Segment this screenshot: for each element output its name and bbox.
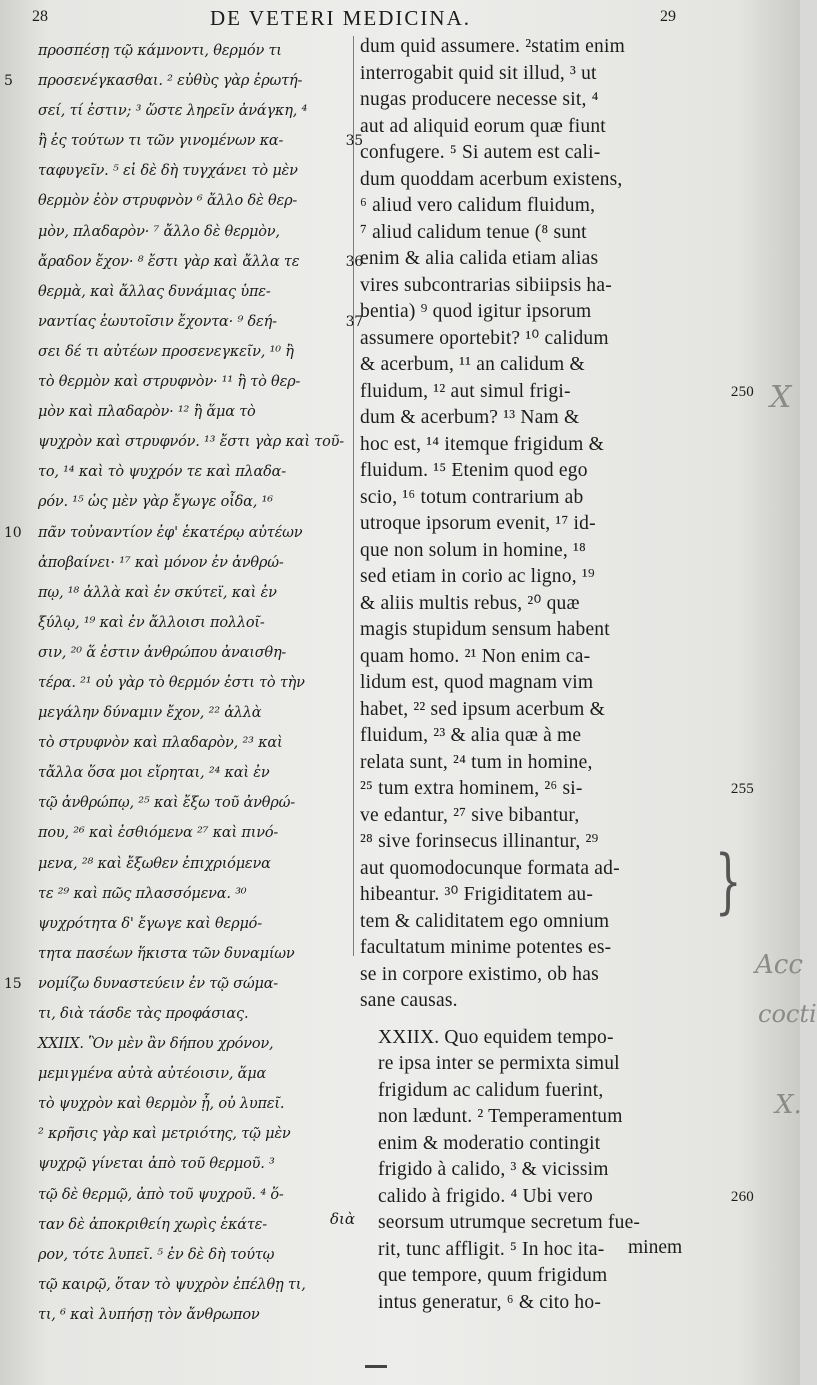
line-text: ⁷ aliud calidum tenue (⁸ sunt — [360, 221, 587, 243]
margin-x-mark: X — [770, 380, 792, 415]
line-number: 15 — [4, 975, 22, 992]
line-text: τε ²⁹ καὶ πῶς πλασσόμενα. ³⁰ — [38, 885, 247, 902]
text-line — [356, 1290, 712, 1317]
line-text: θερμὸν ἐὸν στρυφνὸν ⁶ ἄλλο δὲ θερ- — [38, 193, 298, 210]
greek-text-column — [4, 36, 363, 1330]
text-line — [356, 1157, 712, 1184]
text-line — [18, 397, 363, 427]
marginal-number: 255 — [730, 781, 754, 797]
line-text: σιν, ²⁰ ἅ ἐστιν ἀνθρώπου ἀναισθη- — [38, 644, 287, 661]
text-line — [356, 697, 712, 724]
text-line — [18, 1180, 363, 1210]
line-text: τῷ ἀνθρώπῳ, ²⁵ καὶ ἔξω τοῦ ἀνθρώ- — [38, 795, 295, 812]
line-text: aut ad aliquid eorum quæ fiunt — [360, 115, 606, 137]
line-text: sed etiam in corio ac ligno, ¹⁹ — [360, 566, 595, 587]
text-line — [18, 427, 363, 457]
text-line — [356, 1025, 712, 1052]
text-line — [4, 969, 363, 999]
text-line — [4, 518, 363, 548]
margin-handwritten-note: Acc — [755, 950, 803, 980]
text-line — [18, 879, 363, 909]
text-line — [18, 457, 363, 487]
text-line — [4, 66, 363, 96]
text-line — [356, 1184, 754, 1211]
marginal-number: 35 — [345, 133, 363, 150]
text-line — [18, 999, 363, 1029]
line-text: hibeantur. ³⁰ Frigiditatem au- — [360, 884, 594, 905]
text-line — [18, 608, 363, 638]
line-text: XXIIX. Ὃν μὲν ἂν δήπου χρόνον, — [38, 1036, 274, 1053]
line-text: μενα, ²⁸ καὶ ἔξωθεν ἐπιχριόμενα — [38, 855, 271, 872]
text-line — [356, 458, 712, 485]
text-line — [356, 962, 712, 989]
line-text: seorsum utrumque secretum fue- — [378, 1212, 641, 1233]
text-line — [356, 61, 712, 88]
text-line — [18, 728, 363, 758]
line-text: τέρα. ²¹ οὐ γὰρ τὸ θερμόν ἐστι τὸ τὴν — [38, 674, 305, 691]
text-line — [356, 167, 712, 194]
line-text: & acerbum, ¹¹ an calidum & — [360, 354, 585, 375]
text-line — [18, 337, 363, 367]
line-text: re ipsa inter se permixta simul — [378, 1053, 620, 1074]
text-line — [18, 1300, 363, 1330]
line-text: scio, ¹⁶ totum contrarium ab — [360, 486, 584, 508]
line-text: τητα πασέων ἥκιστα τῶν δυναμίων — [38, 945, 295, 962]
line-text: ταφυγεῖν. ⁵ εἰ δὲ δὴ τυγχάνει τὸ μὲν — [38, 163, 298, 180]
text-line — [18, 939, 363, 969]
line-text: ²⁵ tum extra hominem, ²⁶ si- — [360, 778, 583, 799]
line-text: σεί, τί ἐστιν; ³ ὥστε ληρεῖν ἀνάγκη, ⁴ — [38, 103, 308, 120]
text-line — [356, 87, 712, 114]
text-line — [18, 1149, 363, 1179]
text-line — [356, 246, 712, 273]
line-text: ναντίας ἑωυτοῖσιν ἔχοντα· ⁹ δεή- — [38, 313, 277, 330]
text-line — [18, 1210, 363, 1240]
line-text: θερμὰ, καὶ ἄλλας δυνάμιας ὑπε- — [38, 283, 271, 300]
text-line — [356, 352, 712, 379]
line-text: fluidum, ²³ & alia quæ à me — [360, 725, 582, 746]
text-line — [18, 548, 363, 578]
text-line — [356, 140, 712, 167]
line-text: dum quoddam acerbum existens, — [360, 168, 623, 190]
line-text: que non solum in homine, ¹⁸ — [360, 539, 587, 561]
right-page-number: 29 — [660, 8, 676, 25]
text-line — [356, 511, 712, 538]
line-text: προσενέγκασθαι. ² εὐθὺς γὰρ ἐρωτή- — [38, 73, 303, 90]
text-line — [18, 668, 363, 698]
text-line — [356, 1210, 712, 1237]
text-line — [18, 788, 363, 818]
line-text: fluidum, ¹² aut simul frigi- — [360, 380, 571, 402]
line-text: ἄραδον ἔχον· ⁸ ἔστι γὰρ καὶ ἄλλα τε — [38, 253, 300, 270]
line-text: μεμιγμένα αὐτὰ αὐτέοισιν, ἅμα — [38, 1066, 267, 1083]
left-page-number: 28 — [32, 8, 48, 25]
margin-handwritten-note: cocti — [758, 1000, 817, 1028]
text-line — [18, 156, 363, 186]
text-line — [356, 856, 712, 883]
text-line — [356, 644, 712, 671]
line-text: & aliis multis rebus, ²⁰ quæ — [360, 592, 580, 614]
line-text: relata sunt, ²⁴ tum in homine, — [360, 751, 593, 773]
margin-x-mark: X. — [775, 1090, 802, 1120]
line-text: ⁶ aliud vero calidum fluidum, — [360, 195, 596, 216]
text-line — [18, 638, 363, 668]
text-line — [356, 538, 712, 565]
text-line — [356, 776, 754, 803]
text-line — [356, 882, 712, 909]
text-line — [356, 432, 712, 459]
text-line — [356, 1078, 712, 1105]
latin-catchword: minem — [628, 1237, 683, 1258]
line-number: 5 — [4, 73, 13, 90]
line-text: se in corpore existimo, ob has — [360, 963, 599, 985]
line-text: τἄλλα ὅσα μοι εἴρηται, ²⁴ καὶ ἐν — [38, 765, 270, 782]
text-line — [356, 299, 712, 326]
marginal-number: 36 — [345, 253, 363, 270]
line-text: magis stupidum sensum habent — [360, 619, 610, 640]
line-text: confugere. ⁵ Si autem est cali- — [360, 142, 601, 163]
text-line — [356, 591, 712, 618]
line-text: calido à frigido. ⁴ Ubi vero — [378, 1185, 593, 1207]
line-text: dum quid assumere. ²statim enim — [360, 36, 625, 57]
line-text: habet, ²² sed ipsum acerbum & — [360, 698, 605, 720]
text-line — [356, 1131, 712, 1158]
line-text: ρον, τότε λυπεῖ. ⁵ ἐν δὲ δὴ τούτῳ — [38, 1246, 275, 1263]
line-text: fluidum. ¹⁵ Etenim quod ego — [360, 460, 588, 481]
line-text: bentia) ⁹ quod igitur ipsorum — [360, 301, 592, 322]
line-text: ρόν. ¹⁵ ὡς μὲν γὰρ ἔγωγε οἶδα, ¹⁶ — [38, 494, 273, 511]
text-line — [356, 617, 712, 644]
line-text: tem & caliditatem ego omnium — [360, 910, 610, 932]
text-line — [18, 36, 363, 66]
line-text: ψυχρῷ γίνεται ἀπὸ τοῦ θερμοῦ. ³ — [38, 1156, 275, 1173]
text-line — [18, 758, 363, 788]
line-number: 10 — [4, 524, 22, 541]
text-line — [18, 307, 363, 337]
line-text: hoc est, ¹⁴ itemque frigidum & — [360, 433, 604, 455]
line-text: sane causas. — [360, 990, 458, 1011]
line-text: vires subcontrarias sibiipsis ha- — [360, 274, 612, 296]
line-text: ve edantur, ²⁷ sive bibantur, — [360, 804, 580, 826]
line-text: ἢ ἐς τούτων τι τῶν γινομένων κα- — [38, 133, 284, 150]
text-line — [18, 367, 363, 397]
line-text: πᾶν τοὐναντίον ἐφ' ἑκατέρῳ αὐτέων — [38, 524, 303, 541]
marginal-number: 250 — [730, 383, 754, 400]
line-text: utroque ipsorum evenit, ¹⁷ id- — [360, 513, 596, 534]
text-line — [18, 1240, 363, 1270]
line-text: μὸν καὶ πλαδαρὸν· ¹² ἢ ἅμα τὸ — [38, 404, 256, 421]
text-line — [356, 750, 712, 777]
text-line — [356, 379, 754, 406]
line-text: τὸ θερμὸν καὶ στρυφνὸν· ¹¹ ἢ τὸ θερ- — [38, 374, 301, 391]
line-text: ξύλῳ, ¹⁹ καὶ ἐν ἄλλοισι πολλοῖ- — [38, 614, 265, 631]
text-line — [18, 849, 363, 879]
line-text: μεγάλην δύναμιν ἔχον, ²² ἀλλὰ — [38, 705, 262, 722]
line-text: τὸ ψυχρὸν καὶ θερμὸν ᾖ, οὐ λυπεῖ. — [38, 1096, 285, 1113]
bottom-mark — [365, 1365, 387, 1368]
line-text: aut quomodocunque formata ad- — [360, 857, 620, 879]
line-text: non lædunt. ² Temperamentum — [378, 1106, 623, 1127]
text-line — [356, 723, 712, 750]
text-line — [18, 487, 363, 517]
line-text: ψυχρότητα δ' ἔγωγε καὶ θερμό- — [38, 915, 262, 932]
text-line — [356, 829, 712, 856]
text-line — [356, 935, 712, 962]
line-text: τὸ στρυφνὸν καὶ πλαδαρὸν, ²³ καὶ — [38, 735, 283, 752]
text-line — [356, 485, 712, 512]
text-line — [356, 988, 712, 1015]
line-text: τι, ⁶ καὶ λυπήσῃ τὸν ἄνθρωπον — [38, 1306, 260, 1323]
text-line — [356, 193, 712, 220]
text-line — [18, 909, 363, 939]
text-line — [18, 1059, 363, 1089]
margin-brace: } — [714, 840, 742, 922]
text-line — [356, 909, 712, 936]
line-text: facultatum minime potentes es- — [360, 937, 612, 958]
running-title: DE VETERI MEDICINA. — [210, 6, 472, 30]
line-text: τῷ καιρῷ, ὅταν τὸ ψυχρὸν ἐπέλθῃ τι, — [38, 1276, 306, 1293]
line-text: το, ¹⁴ καὶ τὸ ψυχρόν τε καὶ πλαδα- — [38, 464, 286, 481]
text-line — [18, 186, 363, 216]
line-text: προσπέσῃ τῷ κάμνοντι, θερμόν τι — [38, 43, 282, 59]
line-text: τῷ δὲ θερμῷ, ἀπὸ τοῦ ψυχροῦ. ⁴ ὅ- — [38, 1186, 284, 1203]
line-text: assumere oportebit? ¹⁰ calidum — [360, 327, 609, 349]
text-line — [18, 126, 363, 156]
text-line — [356, 1104, 712, 1131]
line-text: ψυχρὸν καὶ στρυφνόν. ¹³ ἔστι γὰρ καὶ τοῦ- — [38, 434, 344, 451]
text-line — [18, 247, 363, 277]
line-text: que tempore, quum frigidum — [378, 1265, 608, 1286]
text-line — [356, 114, 712, 141]
line-text: τι, διὰ τάσδε τὰς προφάσιας. — [38, 1006, 249, 1022]
line-text: intus generatur, ⁶ & cito ho- — [378, 1291, 602, 1313]
line-text: quam homo. ²¹ Non enim ca- — [360, 645, 591, 667]
page-header — [0, 6, 800, 30]
line-text: lidum est, quod magnam vim — [360, 672, 594, 693]
text-line — [356, 1263, 712, 1290]
text-line — [356, 405, 712, 432]
line-text: πῳ, ¹⁸ ἀλλὰ καὶ ἐν σκύτεϊ, καὶ ἐν — [38, 584, 277, 601]
marginal-number: 260 — [730, 1188, 754, 1205]
text-line — [18, 698, 363, 728]
line-text: που, ²⁶ καὶ ἐσθιόμενα ²⁷ καὶ πινό- — [38, 825, 279, 842]
line-text: ²⁸ sive forinsecus illinantur, ²⁹ — [360, 831, 599, 852]
text-line — [356, 564, 712, 591]
text-line — [356, 326, 712, 353]
line-text: enim & moderatio contingit — [378, 1132, 601, 1154]
text-line — [18, 217, 363, 247]
line-text: enim & alia calida etiam alias — [360, 248, 599, 269]
line-text: ² κρῆσις γὰρ καὶ μετριότης, τῷ μὲν — [38, 1126, 291, 1143]
line-text: μὸν, πλαδαρὸν· ⁷ ἄλλο δὲ θερμὸν, — [38, 223, 280, 240]
line-text: frigidum ac calidum fuerint, — [378, 1079, 604, 1101]
text-line — [356, 803, 712, 830]
text-line — [356, 273, 712, 300]
greek-catchword: διὰ — [330, 1210, 356, 1228]
text-line — [356, 220, 712, 247]
text-line — [18, 1089, 363, 1119]
text-line — [18, 818, 363, 848]
line-text: ταν δὲ ἀποκριθείη χωρὶς ἑκάτε- — [38, 1216, 267, 1233]
line-text: interrogabit quid sit illud, ³ ut — [360, 62, 597, 84]
line-text: νομίζω δυναστεύειν ἐν τῷ σώμα- — [38, 975, 278, 992]
marginal-number: 37 — [345, 313, 363, 330]
text-line — [356, 670, 712, 697]
text-line — [356, 34, 712, 61]
text-line — [356, 1051, 712, 1078]
line-text: frigido à calido, ³ & vicissim — [378, 1159, 609, 1180]
line-text: rit, tunc affligit. ⁵ In hoc ita- — [378, 1238, 605, 1260]
latin-text-column — [356, 34, 754, 1316]
text-line — [18, 578, 363, 608]
text-line — [18, 277, 363, 307]
text-line — [18, 1119, 363, 1149]
line-text: XXIIX. Quo equidem tempo- — [378, 1026, 614, 1048]
line-text: σει δέ τι αὐτέων προσενεγκεῖν, ¹⁰ ἢ — [38, 343, 294, 360]
line-text: dum & acerbum? ¹³ Nam & — [360, 407, 580, 428]
text-line — [18, 96, 363, 126]
text-line — [18, 1270, 363, 1300]
line-text: ἀποβαίνει· ¹⁷ καὶ μόνον ἐν ἀνθρώ- — [38, 554, 284, 571]
text-line — [18, 1029, 363, 1059]
line-text: nugas producere necesse sit, ⁴ — [360, 89, 599, 110]
